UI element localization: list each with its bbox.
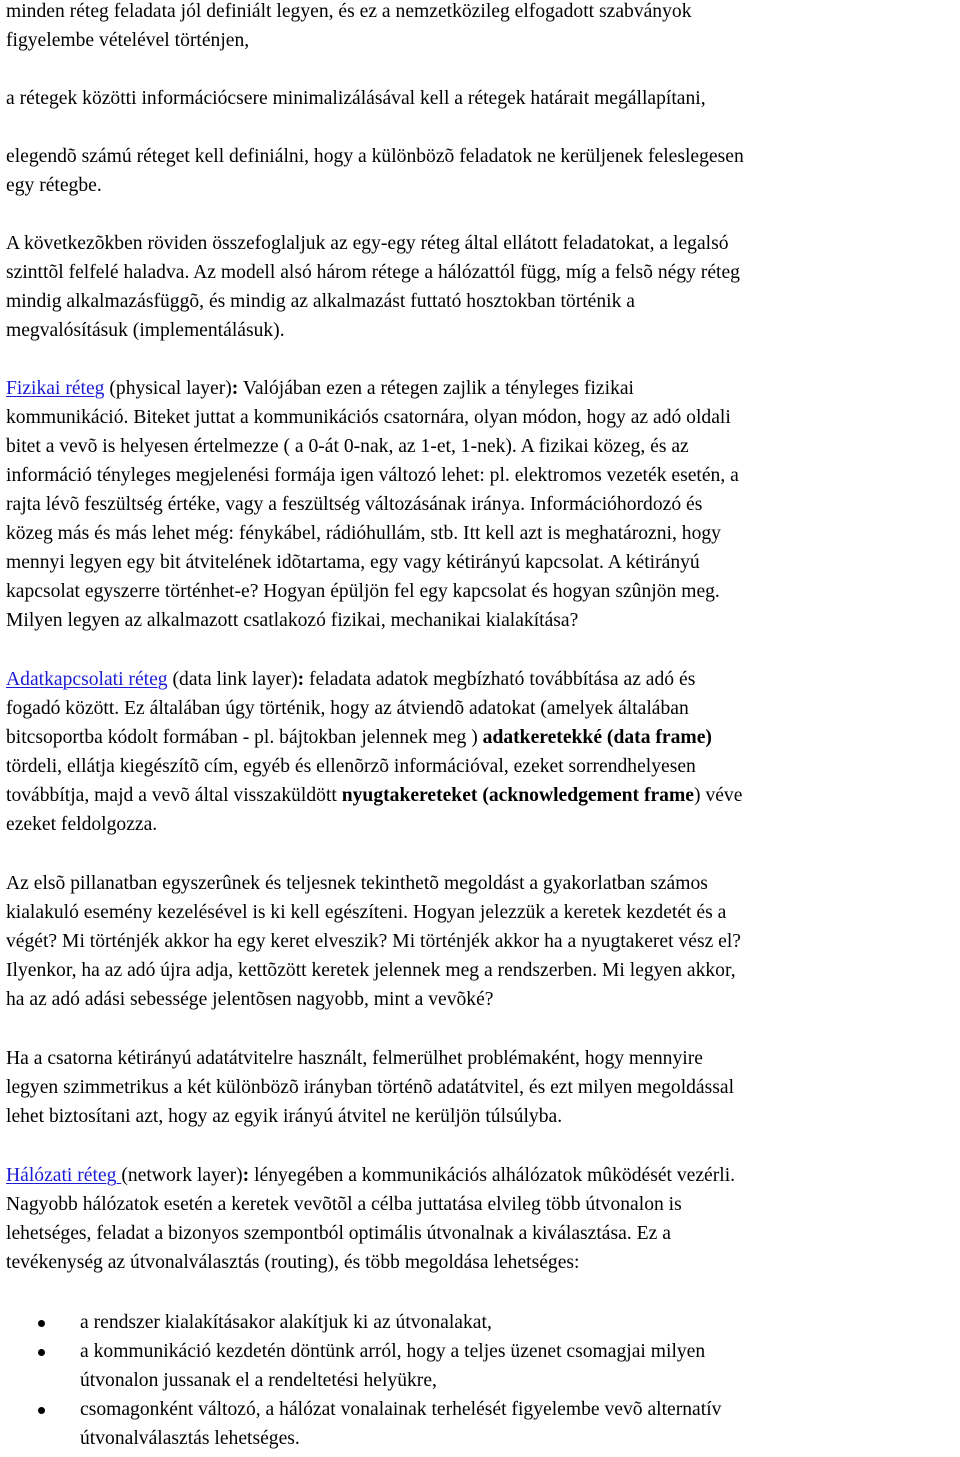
text-run: ) (705, 727, 712, 748)
data-link-layer-link[interactable]: Adatkapcsolati réteg (6, 669, 168, 690)
text-run: Biteket juttat a kommunikációs csatornára, olyan módon, hogy az adó oldali (128, 407, 731, 428)
bold-term: nyugtakereteket (341, 785, 478, 806)
text-line: tevékenység az útvonalválasztás (routing), és több megoldása lehetséges: (6, 1252, 580, 1273)
text-line: bitet a vevõ is helyesen értelmezze ( a 0-át 0-nak, az 1-et, 1-nek). A fizikai közeg, és az (6, 436, 689, 457)
text-run: továbbítja, majd a vevõ által visszaküldött (6, 785, 342, 806)
text-line: megvalósításuk (implementálásuk). (6, 320, 285, 341)
list-item: csomagonként változó, a hálózat vonalainak terhelését figyelembe vevõ alternatív (80, 1399, 722, 1420)
text-line: mennyi legyen egy bit átvitelének idõtartama, egy vagy kétirányú kapcsolat. A kétirányú (6, 552, 700, 573)
text-line: lehet biztosítani azt, hogy az egyik irányú átvitel ne kerüljön túlsúlyba. (6, 1106, 563, 1127)
text-run: ) véve (694, 785, 743, 806)
text-run: : (297, 669, 305, 690)
text-line: kapcsolat egyszerre történhet-e? Hogyan épüljön fel egy kapcsolat és hogyan szûnjön meg. (6, 581, 720, 602)
text-line: fogadó között. Ez általában úgy történik, hogy az átviendõ adatokat (amelyek általában (6, 698, 689, 719)
text-run: ( (477, 785, 489, 806)
text-line: minden réteg feladata jól definiált legyen, és ez a nemzetközileg elfogadott szabványok (6, 1, 692, 22)
text-line (6, 403, 731, 432)
text-line: figyelembe vételével történjen, (6, 30, 250, 51)
text-line: ha az adó adási sebessége jelentõsen nagyobb, mint a vevõké? (6, 989, 494, 1010)
bullet-icon (38, 1320, 45, 1327)
text-run: (data link layer) (167, 669, 298, 690)
text-line: A következõkben röviden összefoglaljuk az egy-egy réteg által ellátott feladatokat, a legalsó (6, 233, 729, 254)
text-line: Ha a csatorna kétirányú adatátvitelre használt, felmerülhet problémaként, hogy mennyire (6, 1048, 703, 1069)
text-run: (physical layer) (104, 378, 232, 399)
text-line: Az elsõ pillanatban egyszerûnek és teljesnek tekinthetõ megoldást a gyakorlatban számos (6, 873, 708, 894)
network-layer-link[interactable]: Hálózati réteg (6, 1165, 122, 1186)
text-line (6, 258, 740, 287)
text-line: egy rétegbe. (6, 175, 102, 196)
text-line: ezeket feldolgozza. (6, 814, 158, 835)
text-run: : (242, 1165, 250, 1186)
text-run: Az modell alsó három rétege a hálózattól függ, míg a felsõ négy réteg (189, 262, 740, 283)
text-line: legyen szimmetrikus a két különbözõ irányban történõ adatátvitel, és ezt milyen megoldással (6, 1077, 735, 1098)
text-line: közeg más és más lehet még: fénykábel, rádióhullám, stb. Itt kell azt is meghatározni, hogy (6, 523, 721, 544)
text-run: ( (602, 727, 614, 748)
text-run: kommunikáció. (6, 407, 129, 428)
text-line: elegendõ számú réteget kell definiálni, hogy a különbözõ feladatok ne kerüljenek feleslegesen (6, 146, 744, 167)
list-item: a rendszer kialakításakor alakítjuk ki az útvonalakat, (80, 1312, 492, 1333)
list-item: a kommunikáció kezdetén döntünk arról, hogy a teljes üzenet csomagjai milyen (80, 1341, 706, 1362)
text-line: kialakuló esemény kezelésével is ki kell egészíteni. Hogyan jelezzük a keretek kezdetét és a (6, 902, 727, 923)
text-line: lehetséges, feladat a bizonyos szempontból optimális útvonalnak a kiválasztása. Ez a (6, 1223, 671, 1244)
text-line: a rétegek közötti információcsere minimalizálásával kell a rétegek határait megállapítani, (6, 88, 706, 109)
bold-term: acknowledgement frame (488, 785, 695, 806)
text-run: szinttõl felfelé haladva. (6, 262, 190, 283)
bullet-icon (38, 1349, 45, 1356)
text-line (6, 374, 634, 403)
text-line: mindig alkalmazásfüggõ, és mindig az alkalmazást futtató hosztokban történik a (6, 291, 635, 312)
text-line (6, 723, 712, 752)
list-item-continuation: útvonalon jussanak el a rendeltetési helyükre, (80, 1370, 437, 1391)
text-run: (network layer) (121, 1165, 243, 1186)
text-line (6, 665, 695, 694)
physical-layer-link[interactable]: Fizikai réteg (6, 378, 105, 399)
text-line (6, 781, 742, 810)
text-line: végét? Mi történjék akkor ha egy keret elveszik? Mi történjék akkor ha a nyugtakeret vész el? (6, 931, 742, 952)
text-line: Milyen legyen az alkalmazott csatlakozó fizikai, mechanikai kialakítása? (6, 610, 579, 631)
list-item-continuation: útvonalválasztás lehetséges. (80, 1428, 300, 1449)
bold-term: adatkeretekké (482, 727, 603, 748)
text-run: : (231, 378, 239, 399)
text-run: bitcsoportba kódolt formában - pl. bájtokban jelennek meg ) (6, 727, 483, 748)
text-run: lényegében a kommunikációs alhálózatok mûködését vezérli. (249, 1165, 736, 1186)
text-line (6, 1161, 735, 1190)
bold-term: data frame (613, 727, 706, 748)
text-line: információ tényleges megjelenési formája igen változó lehet: pl. elektromos vezeték esetén, a (6, 465, 739, 486)
text-line: Ilyenkor, ha az adó újra adja, kettõzött keretek jelennek meg a rendszerben. Mi legyen akkor, (6, 960, 736, 981)
text-line: Nagyobb hálózatok esetén a keretek vevõtõl a célba juttatása elvileg több útvonalon is (6, 1194, 682, 1215)
text-run: feladata adatok megbízható továbbítása az adó és (304, 669, 696, 690)
bullet-icon (38, 1407, 45, 1414)
text-line: rajta lévõ feszültség értéke, vagy a feszültség változásának iránya. Információhordozó és (6, 494, 703, 515)
text-line: tördeli, ellátja kiegészítõ cím, egyéb és ellenõrzõ információval, ezeket sorrendhelyesen (6, 756, 696, 777)
text-run: Valójában ezen a rétegen zajlik a tényleges fizikai (238, 378, 635, 399)
